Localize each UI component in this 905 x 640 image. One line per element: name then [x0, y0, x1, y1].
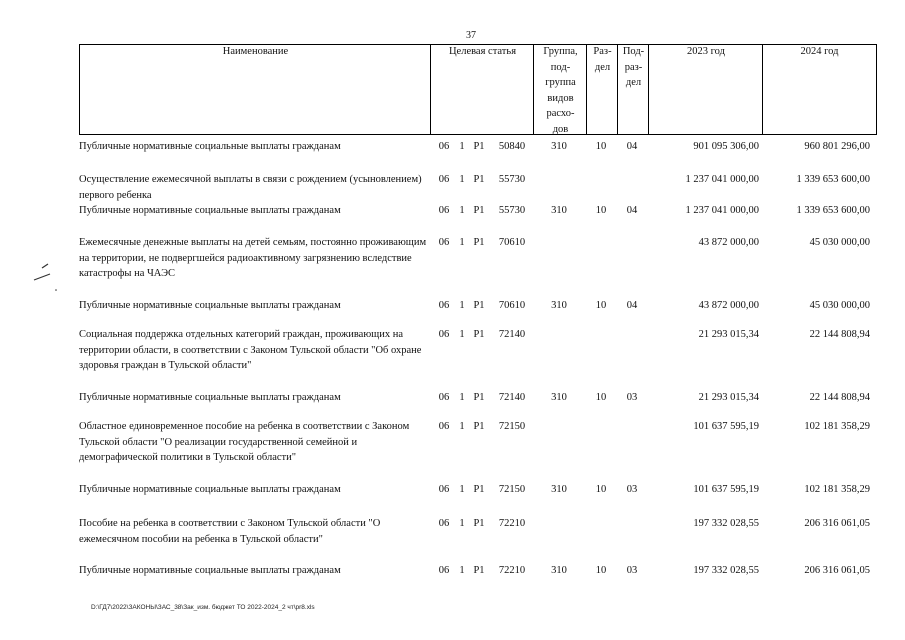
- amount-2023: 1 237 041 000,00: [685, 205, 759, 216]
- event-code: Р1: [473, 392, 485, 403]
- direction-code: 50840: [498, 141, 526, 152]
- section-value: 10: [595, 565, 607, 576]
- subprogram-code: 1: [459, 141, 465, 152]
- direction-code: 55730: [498, 205, 526, 216]
- direction-code: 70610: [498, 237, 526, 248]
- subprogram-code: 1: [459, 484, 465, 495]
- row-name: Публичные нормативные социальные выплаты гражданам: [79, 565, 341, 576]
- section-value: 10: [595, 205, 607, 216]
- amount-2023: 43 872 000,00: [698, 237, 759, 248]
- expense-group-value: 310: [551, 392, 567, 403]
- subprogram-code: 1: [459, 392, 465, 403]
- header-target-article: Целевая статья: [430, 44, 534, 135]
- direction-code: 72150: [498, 421, 526, 432]
- subsection-value: 04: [626, 205, 638, 216]
- row-name: Социальная поддержка отдельных категорий граждан, проживающих на территории области, в соответствии с Законом Тульской области "Об охране здоровья граждан в Тульской области": [79, 329, 422, 371]
- row-name: Ежемесячные денежные выплаты на детей семьям, постоянно проживающим на территории, не подвергшейся радиоактивному загрязнению вследствие катастрофы на ЧАЭС: [79, 237, 427, 279]
- program-code: 06: [438, 174, 450, 185]
- program-code: 06: [438, 392, 450, 403]
- expense-group-value: 310: [551, 484, 567, 495]
- subsection-value: 04: [626, 300, 638, 311]
- amount-2023: 197 332 028,55: [693, 518, 759, 529]
- amount-2024: 22 144 808,94: [809, 329, 870, 340]
- row-name: Публичные нормативные социальные выплаты гражданам: [79, 205, 341, 216]
- program-code: 06: [438, 205, 450, 216]
- event-code: Р1: [473, 205, 485, 216]
- subprogram-code: 1: [459, 421, 465, 432]
- event-code: Р1: [473, 300, 485, 311]
- direction-code: 72210: [498, 518, 526, 529]
- amount-2023: 101 637 595,19: [693, 484, 759, 495]
- event-code: Р1: [473, 141, 485, 152]
- amount-2023: 901 095 306,00: [693, 141, 759, 152]
- section-value: 10: [595, 392, 607, 403]
- direction-code: 55730: [498, 174, 526, 185]
- expense-group-value: 310: [551, 141, 567, 152]
- program-code: 06: [438, 329, 450, 340]
- program-code: 06: [438, 518, 450, 529]
- expense-group-value: 310: [551, 205, 567, 216]
- subprogram-code: 1: [459, 237, 465, 248]
- direction-code: 72150: [498, 484, 526, 495]
- program-code: 06: [438, 237, 450, 248]
- amount-2024: 45 030 000,00: [809, 237, 870, 248]
- amount-2024: 206 316 061,05: [804, 518, 870, 529]
- amount-2024: 1 339 653 600,00: [796, 174, 870, 185]
- amount-2024: 960 801 296,00: [804, 141, 870, 152]
- subprogram-code: 1: [459, 300, 465, 311]
- event-code: Р1: [473, 565, 485, 576]
- header-name: Наименование: [79, 44, 431, 135]
- amount-2023: 21 293 015,34: [698, 329, 759, 340]
- subsection-value: 03: [626, 484, 638, 495]
- subprogram-code: 1: [459, 205, 465, 216]
- direction-code: 72140: [498, 392, 526, 403]
- header-expense-group: Группа, под- группа видов расхо- дов: [533, 44, 587, 135]
- header-year-2023: 2023 год: [648, 44, 763, 135]
- page-number: 37: [466, 30, 476, 41]
- file-path-footer: D:\ГД7\2022\ЗАКОНЫ\ЗАС_38\Зак_изм. бюджет ТО 2022-2024_2 чт\pr8.xls: [91, 604, 315, 611]
- event-code: Р1: [473, 329, 485, 340]
- subprogram-code: 1: [459, 174, 465, 185]
- amount-2024: 102 181 358,29: [804, 484, 870, 495]
- row-name: Публичные нормативные социальные выплаты гражданам: [79, 300, 341, 311]
- section-value: 10: [595, 300, 607, 311]
- program-code: 06: [438, 300, 450, 311]
- amount-2023: 21 293 015,34: [698, 392, 759, 403]
- event-code: Р1: [473, 518, 485, 529]
- amount-2023: 197 332 028,55: [693, 565, 759, 576]
- amount-2024: 1 339 653 600,00: [796, 205, 870, 216]
- table-header: [79, 44, 876, 135]
- section-value: 10: [595, 484, 607, 495]
- row-name: Публичные нормативные социальные выплаты гражданам: [79, 392, 341, 403]
- subsection-value: 04: [626, 141, 638, 152]
- event-code: Р1: [473, 484, 485, 495]
- subprogram-code: 1: [459, 518, 465, 529]
- amount-2024: 22 144 808,94: [809, 392, 870, 403]
- amount-2024: 206 316 061,05: [804, 565, 870, 576]
- program-code: 06: [438, 565, 450, 576]
- program-code: 06: [438, 421, 450, 432]
- expense-group-value: 310: [551, 300, 567, 311]
- amount-2023: 101 637 595,19: [693, 421, 759, 432]
- event-code: Р1: [473, 421, 485, 432]
- section-value: 10: [595, 141, 607, 152]
- header-year-2024: 2024 год: [762, 44, 877, 135]
- subprogram-code: 1: [459, 329, 465, 340]
- row-name: Пособие на ребенка в соответствии с Законом Тульской области "О ежемесячном пособии на ребенка в Тульской области": [79, 518, 381, 545]
- header-section: Раз- дел: [586, 44, 618, 135]
- subsection-value: 03: [626, 565, 638, 576]
- event-code: Р1: [473, 174, 485, 185]
- subsection-value: 03: [626, 392, 638, 403]
- row-name: Публичные нормативные социальные выплаты гражданам: [79, 484, 341, 495]
- program-code: 06: [438, 141, 450, 152]
- direction-code: 72210: [498, 565, 526, 576]
- program-code: 06: [438, 484, 450, 495]
- row-name: Осуществление ежемесячной выплаты в связи с рождением (усыновлением) первого ребенка: [79, 174, 422, 201]
- direction-code: 70610: [498, 300, 526, 311]
- direction-code: 72140: [498, 329, 526, 340]
- amount-2024: 45 030 000,00: [809, 300, 870, 311]
- event-code: Р1: [473, 237, 485, 248]
- amount-2023: 1 237 041 000,00: [685, 174, 759, 185]
- row-name: Публичные нормативные социальные выплаты гражданам: [79, 141, 341, 152]
- budget-table: [79, 44, 876, 576]
- pen-mark-icon: [30, 260, 60, 300]
- expense-group-value: 310: [551, 565, 567, 576]
- subprogram-code: 1: [459, 565, 465, 576]
- row-name: Областное единовременное пособие на ребенка в соответствии с Законом Тульской области "О реализации государственной семейной и демографической политики в Тульской области": [79, 421, 410, 463]
- header-subsection: Под- раз- дел: [617, 44, 649, 135]
- amount-2024: 102 181 358,29: [804, 421, 870, 432]
- amount-2023: 43 872 000,00: [698, 300, 759, 311]
